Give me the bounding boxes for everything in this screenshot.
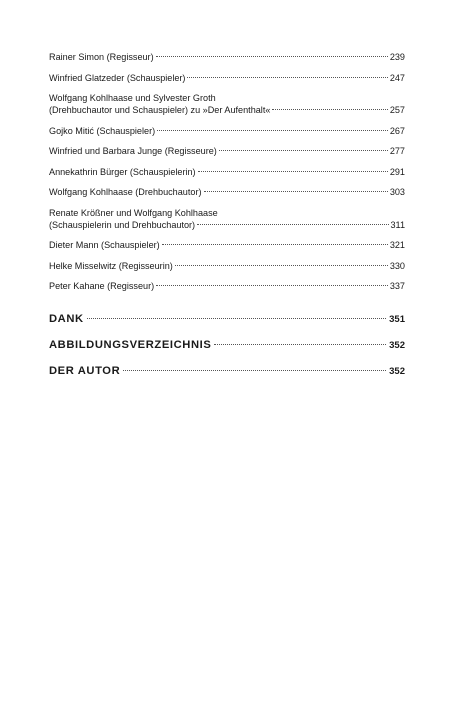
toc-section-title: DER AUTOR [49, 365, 121, 377]
toc-entry-line [49, 219, 405, 231]
dot-leader [198, 171, 388, 172]
toc-entry-page: 291 [389, 166, 405, 177]
toc-entry-title: Dieter Mann (Schauspieler) [49, 240, 160, 250]
toc-entry-page: 247 [389, 72, 405, 83]
toc-section-der-autor [49, 364, 405, 379]
toc-entry-first-line [49, 92, 405, 104]
toc-entry [49, 239, 405, 251]
toc-entry-page: 257 [389, 105, 405, 115]
toc-entry [49, 260, 405, 272]
toc-entry-line [49, 145, 405, 157]
dot-leader [156, 56, 388, 57]
toc-entry [49, 280, 405, 292]
toc-entry-line [49, 239, 405, 251]
toc-entry [49, 125, 405, 137]
toc-section-abbildungsverzeichnis [49, 338, 405, 353]
dot-leader [214, 344, 386, 345]
toc-entry-page: 267 [389, 125, 405, 136]
toc-entry-line [49, 72, 405, 84]
table-of-contents [49, 51, 405, 301]
dot-leader [156, 285, 388, 286]
toc-sections [49, 312, 405, 390]
toc-entry-title: Winfried Glatzeder (Schauspieler) [49, 72, 186, 83]
toc-section-page: 351 [389, 314, 405, 325]
toc-entry-page: 321 [389, 240, 405, 250]
toc-entry-title: Helke Misselwitz (Regisseurin) [49, 260, 173, 271]
dot-leader [187, 77, 387, 78]
toc-entry-line [49, 186, 405, 198]
toc-entry-page: 239 [389, 52, 405, 62]
dot-leader [157, 130, 388, 131]
toc-entry-line [49, 280, 405, 292]
toc-entry-title: Wolfgang Kohlhaase und Sylvester Groth [49, 93, 216, 103]
toc-entry [49, 207, 405, 231]
toc-entry-first-line [49, 207, 405, 219]
toc-entry-title: Gojko Mitić (Schauspieler) [49, 125, 156, 136]
dot-leader [204, 191, 388, 192]
toc-entry-line [49, 51, 405, 63]
toc-entry-title: Renate Krößner und Wolfgang Kohlhaase [49, 207, 218, 218]
toc-section-dank [49, 312, 405, 327]
toc-entry [49, 186, 405, 198]
toc-entry-subtitle: (Drehbuchautor und Schauspieler) zu »Der Aufenthalt« [49, 105, 271, 115]
dot-leader [87, 318, 386, 319]
toc-entry [49, 51, 405, 63]
toc-entry-page: 303 [389, 187, 405, 197]
toc-section-page: 352 [389, 340, 405, 351]
toc-section-title: ABBILDUNGSVERZEICHNIS [49, 339, 212, 351]
toc-entry-title: Annekathrin Bürger (Schauspielerin) [49, 166, 196, 177]
toc-entry [49, 72, 405, 84]
toc-entry-line [49, 260, 405, 272]
dot-leader [175, 265, 388, 266]
toc-entry-page: 337 [389, 281, 405, 291]
toc-entry-subtitle: (Schauspielerin und Drehbuchautor) [49, 219, 196, 230]
toc-section-title: DANK [49, 313, 84, 325]
toc-entry-line [49, 125, 405, 137]
toc-entry-line [49, 104, 405, 116]
dot-leader [162, 244, 388, 245]
toc-entry-page: 277 [389, 146, 405, 156]
toc-entry-title: Peter Kahane (Regisseur) [49, 281, 155, 291]
dot-leader [197, 224, 388, 225]
toc-section-page: 352 [389, 366, 405, 377]
dot-leader [123, 370, 386, 371]
toc-entry-page: 311 [390, 219, 405, 230]
toc-entry [49, 166, 405, 178]
dot-leader [219, 150, 388, 151]
toc-entry [49, 92, 405, 116]
toc-entry-title: Winfried und Barbara Junge (Regisseure) [49, 146, 217, 156]
toc-entry-line [49, 166, 405, 178]
toc-entry-page: 330 [389, 260, 405, 271]
dot-leader [272, 109, 387, 110]
toc-entry-title: Rainer Simon (Regisseur) [49, 52, 154, 62]
toc-entry [49, 145, 405, 157]
toc-entry-title: Wolfgang Kohlhaase (Drehbuchautor) [49, 187, 202, 197]
